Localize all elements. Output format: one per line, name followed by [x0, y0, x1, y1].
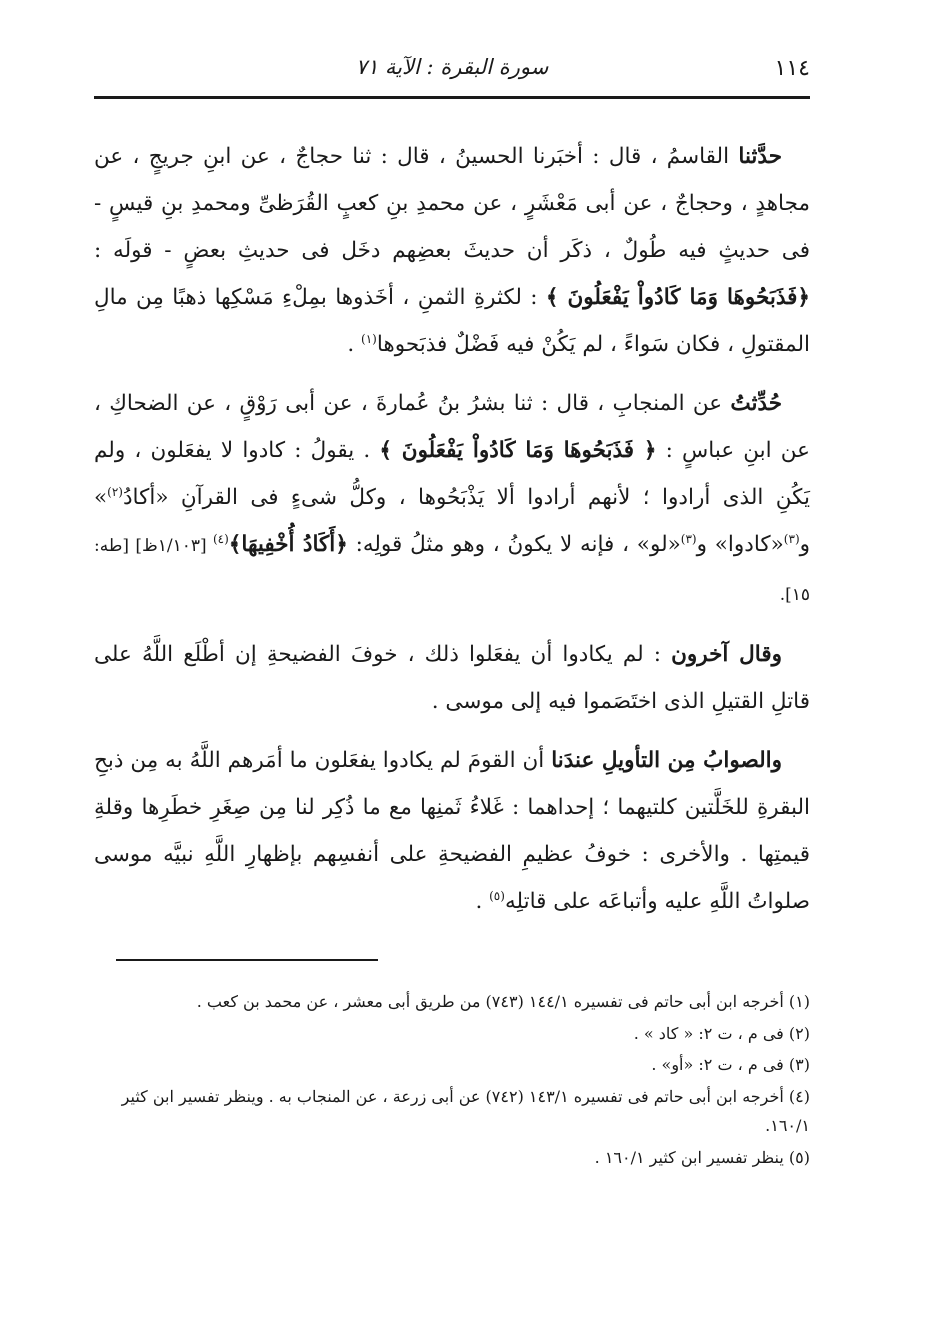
paragraph-end: . [475, 889, 490, 914]
quran-verse: ﴿ فَذَبَحُوهَا وَمَا كَادُواْ يَفْعَلُونَ ﴾ [379, 438, 657, 463]
page-number: ١١٤ [774, 56, 810, 81]
paragraph-end: . [347, 332, 362, 357]
body-text [94, 133, 810, 925]
footnote-ref: (٤) [212, 531, 229, 546]
paragraph-text: : لم يكادوا أن يفعَلوا ذلك ، خوفَ الفضيحةِ إن أطْلَع اللَّهُ على قاتلِ القتيلِ الذى اختَصَموا فيه إلى موسى . [94, 642, 810, 714]
footnotes [94, 987, 810, 1172]
paragraph-text: القاسمُ ، قال : أخبَرنا الحسينُ ، قال : ثنا حجاجٌ ، عن ابنِ جريجٍ ، عن مجاهدٍ ، وحجاجٌ ، عن أبى مَعْشَرٍ ، عن محمدِ بنِ كعبٍ القُرَظىِّ ومحمدِ بنِ قيسٍ - فى حديثٍ فيه طُولٌ ، ذكَر أن حديثَ بعضِهم دخَل فى حديثِ بعضٍ - قولَه : [94, 144, 810, 263]
paragraph-1 [94, 133, 810, 368]
paragraph-text: . يقولُ : كادوا لا يفعَلون ، ولم يَكُنِ الذى أرادوا ؛ لأنهم أرادوا ألا يَذْبَحُوها ، وكلُّ شىءٍ فى القرآنِ «أكادُ [94, 438, 810, 510]
quran-verse: ﴿فَذَبَحُوهَا وَمَا كَادُواْ يَفْعَلُونَ ﴾ [545, 285, 810, 310]
paragraph-text: «كادوا» و [696, 532, 784, 557]
footnote-item: (٣) فى م ، ت ٢: «أو» . [651, 1055, 810, 1074]
footnote-item: (١) أخرجه ابن أبى حاتم فى تفسيره ١٤٤/١ (٧٤٣) من طريق أبى معشر ، عن محمد بن كعب . [196, 992, 810, 1011]
header-rule [94, 96, 810, 99]
footnote-ref: (١) [361, 331, 377, 346]
footnote-ref: (٥) [489, 888, 505, 903]
paragraph-4 [94, 737, 810, 925]
footnote-ref: (٢) [107, 484, 123, 499]
running-header [94, 52, 810, 86]
footnote-rule [116, 959, 378, 961]
surah-title: سورة البقرة : الآية ٧١ [355, 55, 549, 79]
verse-citation: [طه: ١٥]. [94, 536, 810, 605]
paragraph-2 [94, 380, 810, 619]
paragraph-3 [94, 631, 810, 725]
paragraph-lead: حُدِّثتُ [730, 391, 782, 416]
paragraph-lead: والصوابُ مِن التأويلِ عندَنا [551, 748, 782, 773]
paragraph-text: عن المنجابِ ، قال : ثنا بشرُ بنُ عُمارةَ ، عن أبى رَوْقٍ ، عن الضحاكِ ، عن ابنِ عباسٍ : [94, 391, 810, 463]
paragraph-lead: وقال آخرون [671, 642, 782, 667]
footnote-item: (٥) ينظر تفسير ابن كثير ١٦٠/١ . [594, 1147, 810, 1167]
page [94, 52, 810, 1174]
paragraph-text: : لكثرةِ الثمنِ ، أخَذوها بمِلْءِ مَسْكِها ذهبًا مِن مالِ المقتولِ ، فكان سَواءً ، لم يَكُنْ فيه فَضْلٌ فذبَحوها [94, 285, 810, 357]
paragraph-text: أن القومَ لم يكادوا يفعَلون ما أمَرهم اللَّهُ به مِن ذبحِ البقرةِ للخَلَّتين كلتيهما ؛ إحداهما : غَلاءُ ثَمنِها مع ما ذُكِر لنا مِن صِغَرِ خطَرِها وقلةِ قيمتِها . والأخرى : خوفُ عظيمِ الفضيحةِ على أنفسِهم بإظهارِ اللَّهِ نبيَّه موسى صلواتُ اللَّهِ عليه وأتباعَه على قاتلِه [94, 748, 810, 914]
paragraph-lead: حدَّثنا [738, 144, 782, 169]
paragraph-text: » و [94, 485, 811, 557]
manuscript-citation: [١/١٠٣ظ] [129, 536, 213, 556]
paragraph-text: «لو» ، فإنه لا يكونُ ، وهو مثلُ قولِه: [347, 532, 681, 557]
footnote-item: (٤) أخرجه ابن أبى حاتم فى تفسيره ١٤٣/١ (٧٤٢) عن أبى زرعة ، عن المنجاب به . وينظر تفسير ابن كثير ١٦٠/١. [121, 1086, 810, 1135]
quran-verse: ﴿أَكَادُ أُخْفِيهَا﴾ [228, 532, 348, 557]
footnote-ref: (٣) [680, 531, 697, 546]
footnote-item: (٢) فى م ، ت ٢: « كاد » . [633, 1023, 810, 1043]
footnote-ref: (٣) [783, 531, 800, 546]
